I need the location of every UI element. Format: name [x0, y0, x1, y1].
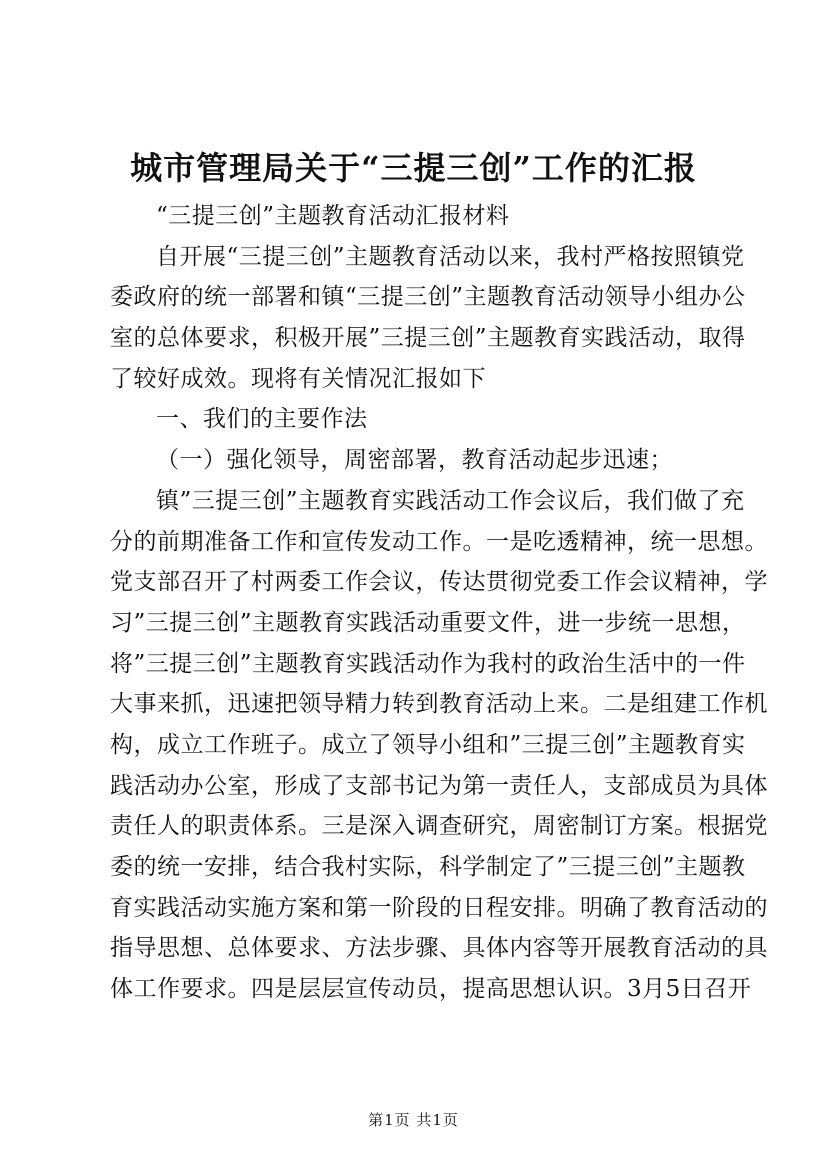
paragraph-line: 育实践活动实施方案和第一阶段的日程安排。明确了教育活动的 [110, 894, 768, 921]
paragraph-line: 体工作要求。四是层层宣传动员，提高思想认识。3月5日召开 [110, 976, 752, 1003]
paragraph-line: 践活动办公室，形成了支部书记为第一责任人，支部成员为具体 [110, 772, 768, 799]
document-body [110, 196, 768, 1010]
paragraph-line: 构，成立工作班子。成立了领导小组和”三提三创”主题教育实 [110, 731, 746, 758]
paragraph-line: 大事来抓，迅速把领导精力转到教育活动上来。二是组建工作机 [110, 691, 768, 718]
paragraph-line: 党支部召开了村两委工作会议，传达贯彻党委工作会议精神，学 [110, 569, 768, 596]
paragraph-line: 委政府的统一部署和镇“三提三创”主题教育活动领导小组办公 [110, 284, 746, 311]
page-footer: 第1页 共1页 [368, 1111, 459, 1129]
paragraph-line: 室的总体要求，积极开展”三提三创”主题教育实践活动，取得 [110, 325, 746, 352]
paragraph-line: 指导思想、总体要求、方法步骤、具体内容等开展教育活动的具 [110, 935, 768, 962]
paragraph-line: 了较好成效。现将有关情况汇报如下 [110, 365, 486, 392]
paragraph-line: 委的统一安排，结合我村实际，科学制定了”三提三创”主题教 [110, 854, 746, 880]
subtitle-line: “三提三创”主题教育活动汇报材料 [156, 203, 510, 229]
subsection-heading: （一）强化领导，周密部署，教育活动起步迅速； [156, 447, 673, 474]
paragraph-line: 责任人的职责体系。三是深入调查研究，周密制订方案。根据党 [110, 813, 768, 840]
section-heading: 一、我们的主要作法 [156, 406, 368, 433]
paragraph-line: 自开展“三提三创”主题教育活动以来，我村严格按照镇党 [156, 243, 745, 270]
document-title: 城市管理局关于“三提三创”工作的汇报 [130, 149, 697, 187]
paragraph-line: 分的前期准备工作和宣传发动工作。一是吃透精神，统一思想。 [110, 528, 768, 555]
paragraph-line: 习”三提三创”主题教育实践活动重要文件，进一步统一思想， [110, 609, 746, 636]
paragraph-line: 镇”三提三创”主题教育实践活动工作会议后，我们做了充 [156, 487, 745, 514]
paragraph-line: 将”三提三创”主题教育实践活动作为我村的政治生活中的一件 [110, 650, 746, 677]
